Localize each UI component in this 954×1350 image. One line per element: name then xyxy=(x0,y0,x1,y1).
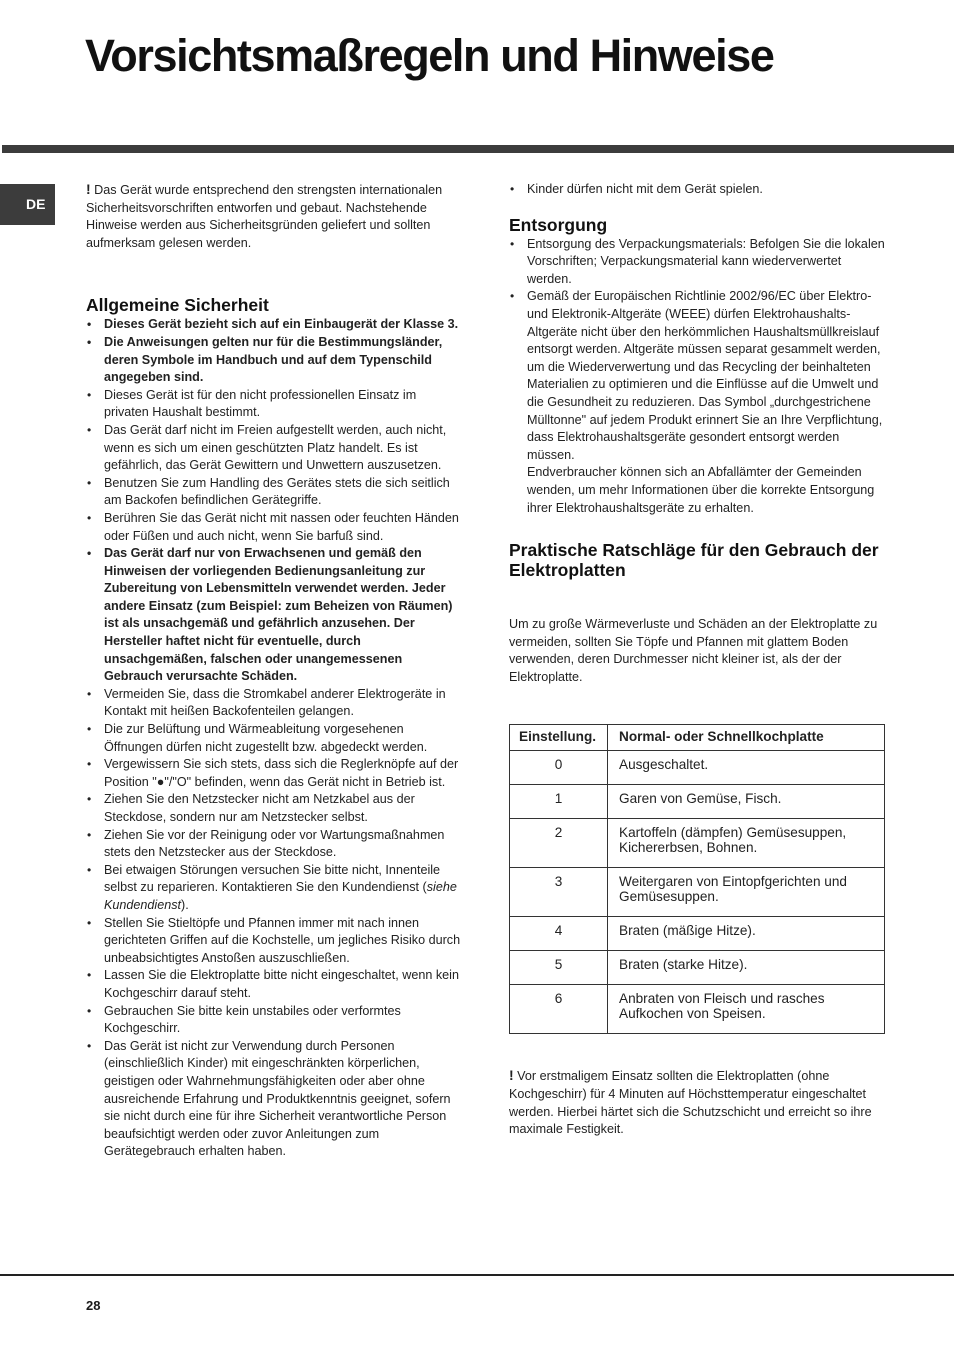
list-item xyxy=(86,862,464,915)
service-reference: siehe Kundendienst xyxy=(104,880,457,912)
setting-cell: 5 xyxy=(510,951,608,985)
left-column xyxy=(86,181,464,1161)
intro-text: Das Gerät wurde entsprechend den strengsten internationalen Sicherheitsvorschriften entworfen und gebaut. Nachstehende Hinweise werden aus Sicherheitsgründen geliefert und sollten aufmerksam gelesen werden. xyxy=(86,183,443,250)
list-item: • Dieses Gerät bezieht sich auf ein Einbaugerät der Klasse 3. xyxy=(86,316,464,334)
list-item: • Vergewissern Sie sich stets, dass sich die Reglerknöpfe auf der Position "●"/"O" befinden, wenn das Gerät nicht in Betrieb ist. xyxy=(86,756,464,791)
table-row xyxy=(510,751,885,785)
tips-heading: Praktische Ratschläge für den Gebrauch der Elektroplatten xyxy=(509,540,879,581)
warning-mark: ! xyxy=(86,181,91,197)
safety-list xyxy=(86,316,464,1161)
list-item: • Lassen Sie die Elektroplatte bitte nicht eingeschaltet, wenn kein Kochgeschirr darauf steht. xyxy=(86,967,464,1002)
settings-table xyxy=(509,724,885,1034)
list-item: • Dieses Gerät ist für den nicht professionellen Einsatz im privaten Haushalt bestimmt. xyxy=(86,387,464,422)
tips-paragraph: Um zu große Wärmeverluste und Schäden an der Elektroplatte zu vermeiden, sollten Sie Töpfe und Pfannen mit glattem Boden verwenden, deren Durchmesser nicht kleiner ist, als der der Elektroplatte. xyxy=(509,617,878,684)
list-item: • Die Anweisungen gelten nur für die Bestimmungsländer, deren Symbole im Handbuch und auf dem Typenschild angegeben sind. xyxy=(86,334,464,387)
page-title: Vorsichtsmaßregeln und Hinweise xyxy=(85,30,774,81)
disposal-heading: Entsorgung xyxy=(509,214,608,235)
disposal-continuation: Endverbraucher können sich an Abfallämter der Gemeinden wenden, um mehr Informationen über die korrekte Entsorgung ihrer Elektrohaushaltsgeräte zu erhalten. xyxy=(527,465,875,515)
list-item: • Stellen Sie Stieltöpfe und Pfannen immer mit nach innen gerichteten Griffen auf die Kochstelle, um jegliches Risiko durch unbeabsichtigtes Anstoßen auszuschließen. xyxy=(86,915,464,968)
list-item: • Kinder dürfen nicht mit dem Gerät spielen. xyxy=(509,181,889,199)
description-cell: Anbraten von Fleisch und rasches Aufkochen von Speisen. xyxy=(608,985,885,1034)
general-safety-heading: Allgemeine Sicherheit xyxy=(86,295,269,316)
description-cell: Kartoffeln (dämpfen) Gemüsesuppen, Kichererbsen, Bohnen. xyxy=(608,819,885,868)
description-cell: Garen von Gemüse, Fisch. xyxy=(608,785,885,819)
description-cell: Braten (mäßige Hitze). xyxy=(608,917,885,951)
warning-mark: ! xyxy=(509,1067,514,1084)
list-item: • Entsorgung des Verpackungsmaterials: Befolgen Sie die lokalen Vorschriften; Verpackungsmaterial kann wiederverwertet werden. xyxy=(509,236,889,289)
setting-cell: 1 xyxy=(510,785,608,819)
list-item: • Berühren Sie das Gerät nicht mit nassen oder feuchten Händen oder Füßen und auch nicht, wenn Sie barfuß sind. xyxy=(86,510,464,545)
first-use-note xyxy=(509,1067,889,1138)
list-item: • Benutzen Sie zum Handling des Gerätes stets die sich seitlich am Backofen befindlichen Gerätegriffe. xyxy=(86,475,464,510)
right-column xyxy=(509,181,889,1139)
description-cell: Braten (starke Hitze). xyxy=(608,951,885,985)
table-row xyxy=(510,819,885,868)
table-row xyxy=(510,917,885,951)
setting-cell: 3 xyxy=(510,868,608,917)
footer-rule xyxy=(0,1274,954,1276)
intro-paragraph xyxy=(86,181,464,252)
list-item: • Gemäß der Europäischen Richtlinie 2002/96/EC über Elektro- und Elektronik-Altgeräte (WEEE) dürfen Elektrohaushalts-Altgeräte nicht über den herkömmlichen Haushaltsmüllkreislauf entsorgt werden. Altgeräte müssen separat gesammelt werden, um die Wiederverwertung und das Recycling der beinhalteten Materialien zu optimieren und die Einflüsse auf die Umwelt und die Gesundheit zu reduzieren. Das Symbol „durchgestrichene Mülltonne" auf jedem Produkt erinnert Sie an Ihre Verpflichtung, dass Elektrohaushaltsgeräte gesondert entsorgt werden müssen. xyxy=(509,288,889,464)
setting-cell: 4 xyxy=(510,917,608,951)
list-item: • Die zur Belüftung und Wärmeableitung vorgesehenen Öffnungen dürfen nicht zugestellt bzw. abgedeckt werden. xyxy=(86,721,464,756)
description-cell: Weitergaren von Eintopfgerichten und Gemüsesuppen. xyxy=(608,868,885,917)
disposal-list xyxy=(509,236,889,465)
table-row xyxy=(510,951,885,985)
list-item: • Das Gerät ist nicht zur Verwendung durch Personen (einschließlich Kinder) mit eingeschränkten körperlichen, geistigen oder Wahrnehmungsfähigkeiten oder aber ohne ausreichende Erfahrung und Produktkenntnis geeignet, sofern sie nicht durch eine für ihre Sicherheit verantwortliche Person beaufsichtigt werden oder zuvor Anleitungen zum Gerätegebrauch erhalten haben. xyxy=(86,1038,464,1161)
list-item: • Gebrauchen Sie bitte kein unstabiles oder verformtes Kochgeschirr. xyxy=(86,1003,464,1038)
description-cell: Ausgeschaltet. xyxy=(608,751,885,785)
list-item-text: Bei etwaigen Störungen versuchen Sie bitte nicht, Innenteile selbst zu reparieren. Kontaktieren Sie den Kundendienst ( xyxy=(104,862,441,895)
note-text: Vor erstmaligem Einsatz sollten die Elektroplatten (ohne Kochgeschirr) für 4 Minuten auf Höchsttemperatur eingeschaltet werden. Hierbei härtet sich die Schutzschicht und erreicht so ihre maximale Festigkeit. xyxy=(509,1069,872,1137)
column-header-hotplate: Normal- oder Schnellkochplatte xyxy=(608,725,885,751)
children-list xyxy=(509,181,889,199)
header-rule xyxy=(2,145,954,153)
table-header-row xyxy=(510,725,885,751)
list-item: • Das Gerät darf nicht im Freien aufgestellt werden, auch nicht, wenn es sich um einen geschützten Platz handelt. Es ist gefährlich, das Gerät Gewittern und Unwettern auszusetzen. xyxy=(86,422,464,475)
list-item: • Ziehen Sie den Netzstecker nicht am Netzkabel aus der Steckdose, sondern nur am Netzstecker selbst. xyxy=(86,791,464,826)
table-row xyxy=(510,985,885,1034)
table-row xyxy=(510,785,885,819)
language-tab: DE xyxy=(0,184,55,225)
list-item-tail: ). xyxy=(181,897,189,912)
table-row xyxy=(510,868,885,917)
setting-cell: 0 xyxy=(510,751,608,785)
column-header-setting: Einstellung. xyxy=(510,725,608,751)
setting-cell: 2 xyxy=(510,819,608,868)
page-number: 28 xyxy=(86,1298,101,1313)
setting-cell: 6 xyxy=(510,985,608,1034)
list-item: • Ziehen Sie vor der Reinigung oder vor Wartungsmaßnahmen stets den Netzstecker aus der Steckdose. xyxy=(86,827,464,862)
list-item: • Vermeiden Sie, dass die Stromkabel anderer Elektrogeräte in Kontakt mit heißen Backofenteilen gelangen. xyxy=(86,686,464,721)
list-item: • Das Gerät darf nur von Erwachsenen und gemäß den Hinweisen der vorliegenden Bedienungsanleitung zur Zubereitung von Lebensmitteln verwendet werden. Jeder andere Einsatz (zum Beispiel: zum Beheizen von Räumen) ist als unsachgemäß und gefährlich anzusehen. Der Hersteller haftet nicht für eventuelle, durch unsachgemäßen, falschen oder unangemessenen Gebrauch verursachte Schäden. xyxy=(86,545,464,686)
